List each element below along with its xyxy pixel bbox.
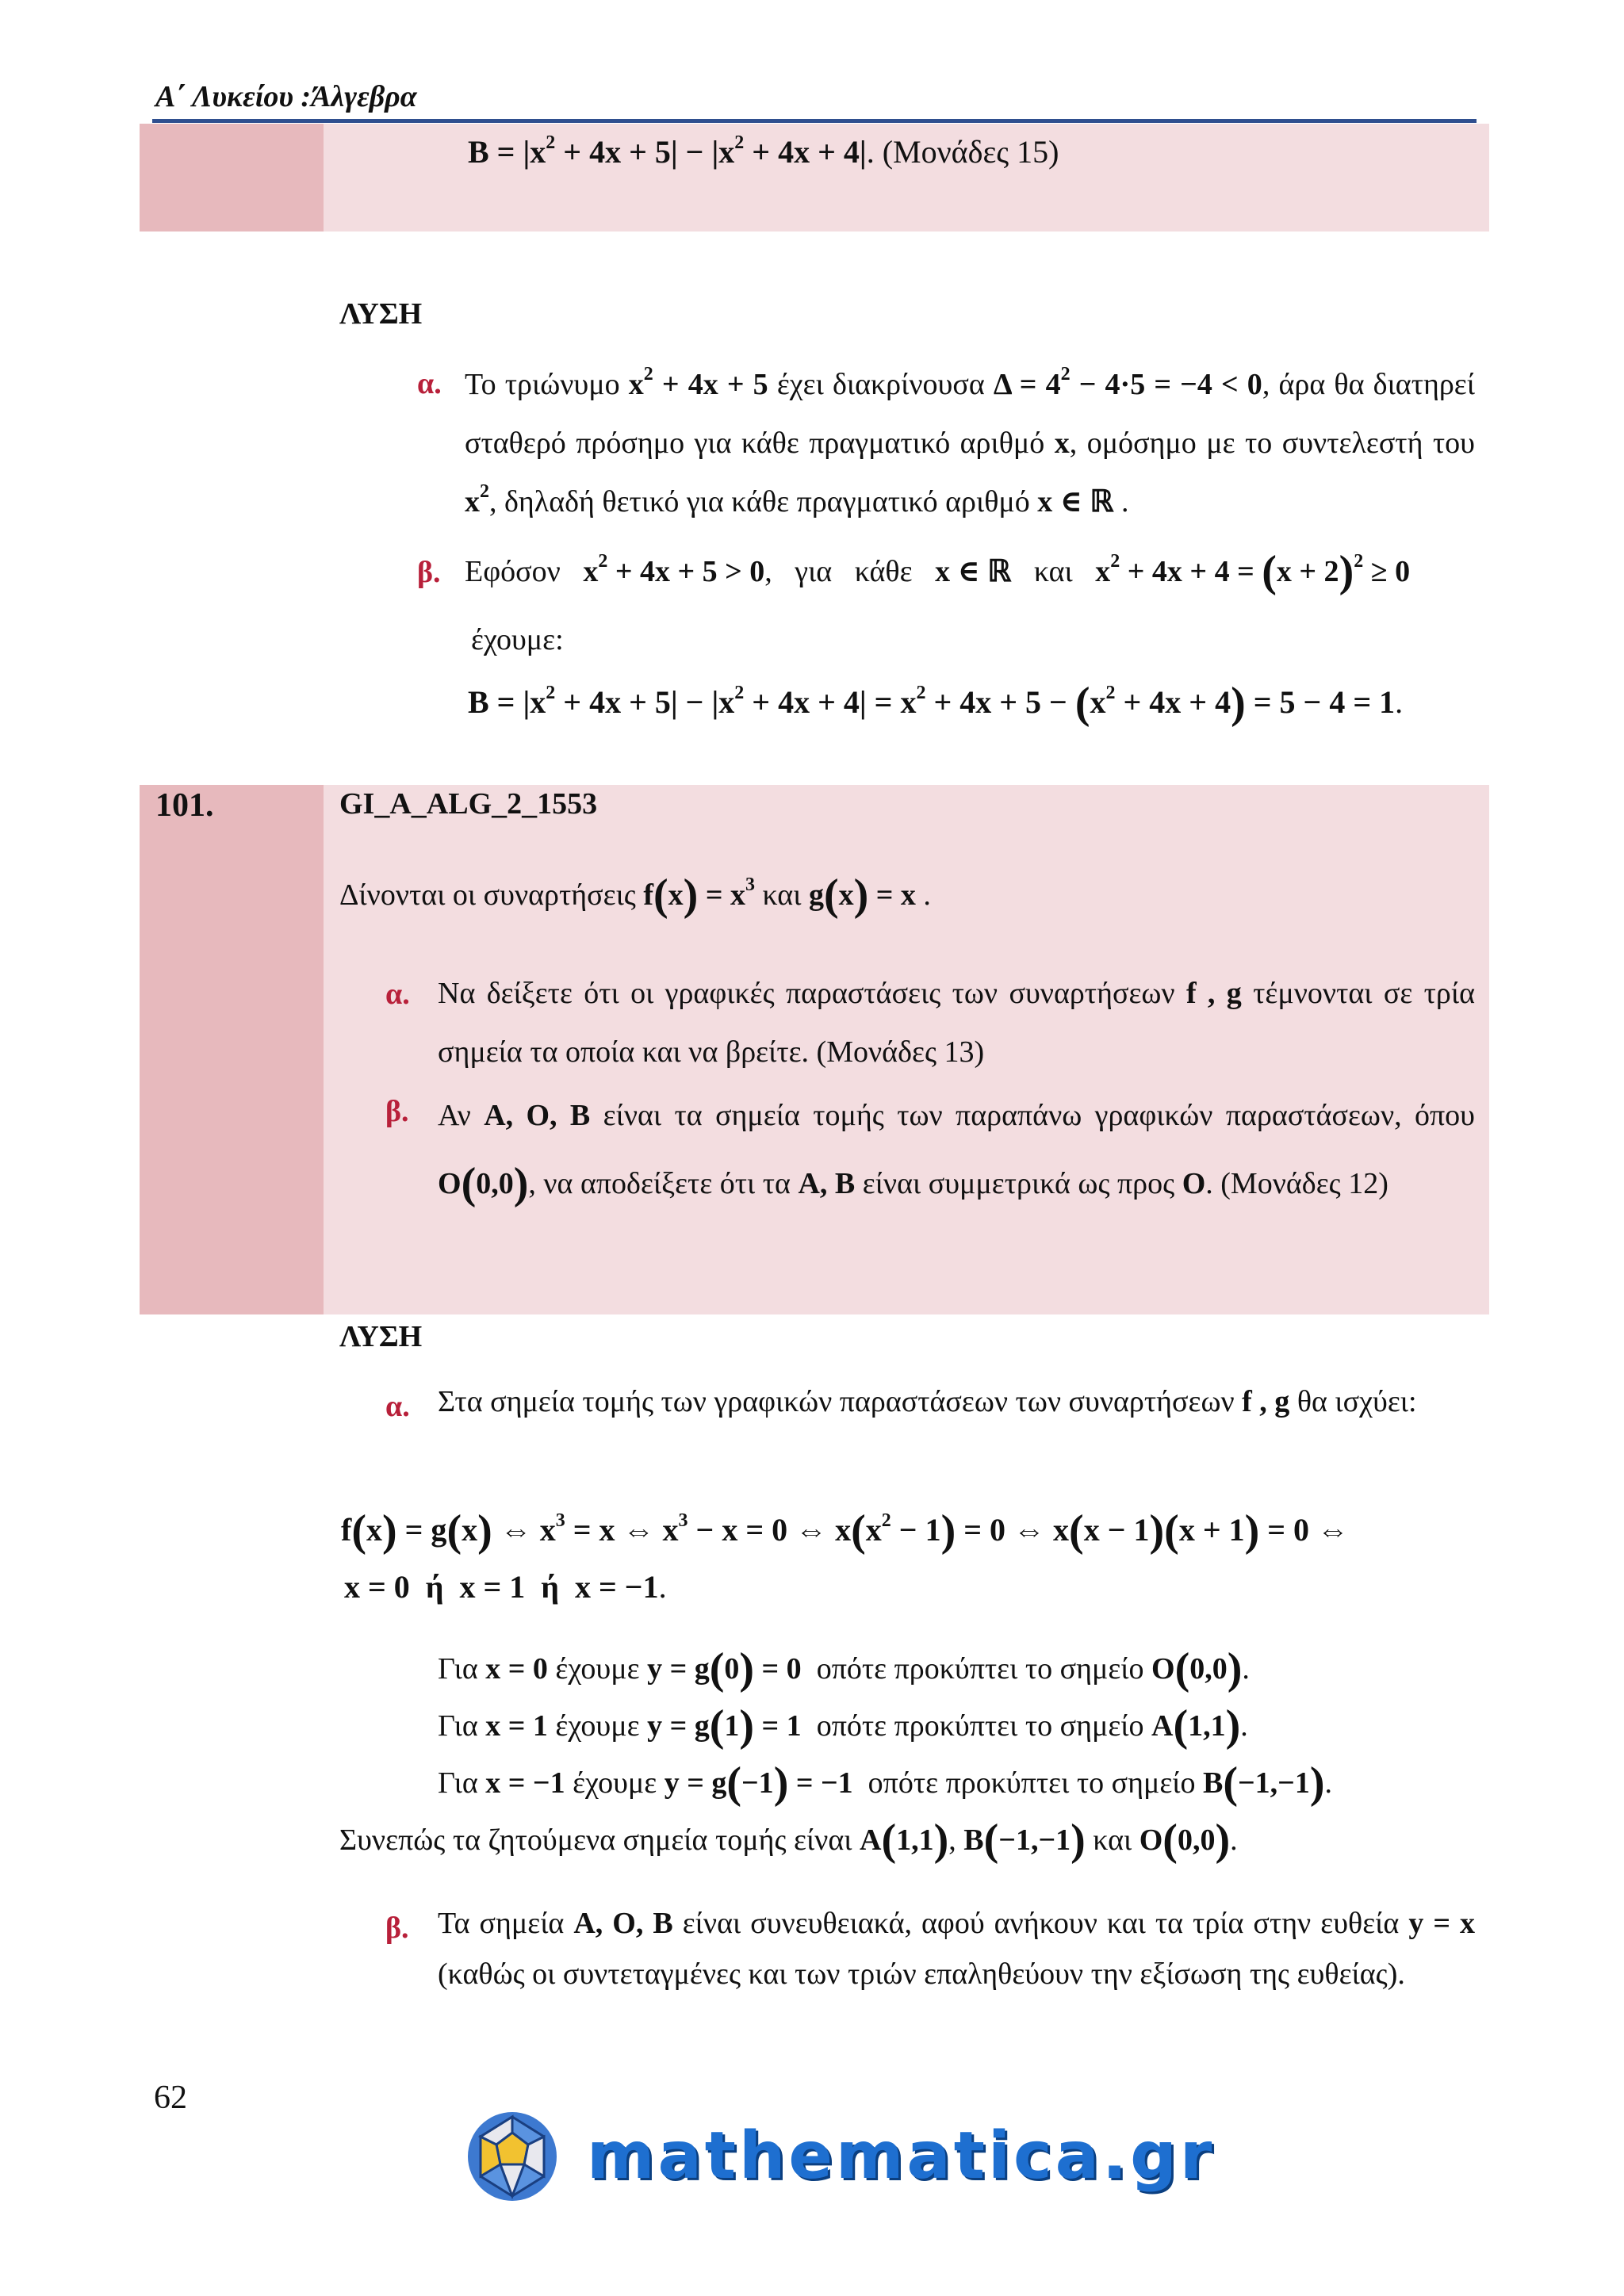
problem-a-label: α. [385, 978, 410, 1011]
problem-intro: Δίνονται οι συναρτήσεις $f(x) = x^3$ και g(x) = x . [339, 871, 931, 920]
problem-code: GI_A_ALG_2_1553 [339, 787, 598, 821]
sol1-b-cont: έχουμε: [471, 623, 564, 656]
top-eq: $B = |x^2 + 4x + 5| - |x^2 + 4x + 4|$ [468, 132, 867, 170]
problem-b-text: Αν A, O, B είναι τα σημεία τομής των παραπάνω γραφικών παραστάσεων, όπου O(0,0), να αποδείξετε ότι τα A, B είναι συμμετρικά ως προς O. (Μονάδες 12) [438, 1099, 1475, 1208]
sol2-b-text: Τα σημεία A, O, B είναι συνευθειακά, αφού ανήκουν και τα τρία στην ευθεία y = x (καθώς οι συντεταγμένες και των τριών επαληθεύουν την εξίσωση της ευθείας). [438, 1907, 1475, 1991]
site-logo-text: mathematica.gr [587, 2118, 1216, 2194]
polyhedron-logo-icon [465, 2109, 560, 2204]
problem-box-left [140, 785, 324, 1314]
sol2-line-x0: Για x = 0 έχουμε y = g(0) = 0 οπότε προκύπτει το σημείο O(0,0). [438, 1644, 1250, 1693]
problem-number: 101. [155, 787, 214, 824]
sol2-a-text: Στα σημεία τομής των γραφικών παραστάσεων των συναρτήσεων f , g θα ισχύει: [438, 1385, 1417, 1418]
sol1-b-equation: $B = |x^2 + 4x + 5| - |x^2 + 4x + 4| = x^2 + 4x + 5 - (x^2 + 4x + 4) = 5 - 4 = 1$. [468, 679, 1404, 728]
top-marks: . (Μονάδες 15) [866, 134, 1059, 170]
solution-heading-2: ΛΥΣΗ [339, 1320, 423, 1353]
header-rule [152, 119, 1477, 123]
page-header: Α΄ Λυκείου :Άλγεβρα [155, 80, 417, 113]
sol1-a-text: Το τριώνυμο $x^2 + 4x + 5$ έχει διακρίνουσα $\Delta = 4^2 - 4\cdot 5 = -4 < 0$, άρα θα διατηρεί σταθερό πρόσημο για κάθε πραγματικό αριθμό x, ομόσημο με το συντελεστή του $x^2$, δηλαδή θετικό για κάθε πραγματικό αριθμό x ∈ ℝ . [465, 364, 1475, 519]
top-box-left [140, 124, 324, 232]
page-number: 62 [154, 2080, 187, 2116]
problem-b-label: β. [385, 1095, 409, 1128]
sol2-line-xm1: Για x = −1 έχουμε y = g(−1) = −1 οπότε προκύπτει το σημείο B(−1,−1). [438, 1758, 1332, 1808]
sol1-b-text: Εφόσον $x^2 + 4x + 5 > 0$, για κάθε x ∈ ℝ και $x^2 + 4x + 4 = (x + 2)^2 \ge 0$ [465, 547, 1411, 596]
sol2-line-x1: Για x = 1 έχουμε y = g(1) = 1 οπότε προκύπτει το σημείο A(1,1). [438, 1701, 1248, 1751]
sol2-a-label: α. [385, 1390, 410, 1423]
sol1-a-label: α. [417, 367, 442, 400]
sol2-b-label: β. [385, 1911, 409, 1945]
sol2-conclusion: Συνεπώς τα ζητούμενα σημεία τομής είναι A(1,1), B(−1,−1) και O(0,0). [339, 1816, 1238, 1865]
top-box-equation [468, 133, 1059, 170]
sol2-equation-2: x = 0 ή x = 1 ή x = −1. [344, 1569, 667, 1605]
sol1-b-label: β. [417, 556, 441, 589]
solution-heading-1: ΛΥΣΗ [339, 297, 423, 331]
problem-a-text: Να δείξετε ότι οι γραφικές παραστάσεις των συναρτήσεων f , g τέμνονται σε τρία σημεία τα οποία και να βρείτε. (Μονάδες 13) [438, 977, 1475, 1069]
sol2-equation-1: f(x) = g(x) ⇔ $x^3 = x$ ⇔ $x^3 - x = 0$ ⇔ $x(x^2 - 1) = 0$ ⇔ x(x − 1)(x + 1) = 0 ⇔ [341, 1506, 1350, 1556]
